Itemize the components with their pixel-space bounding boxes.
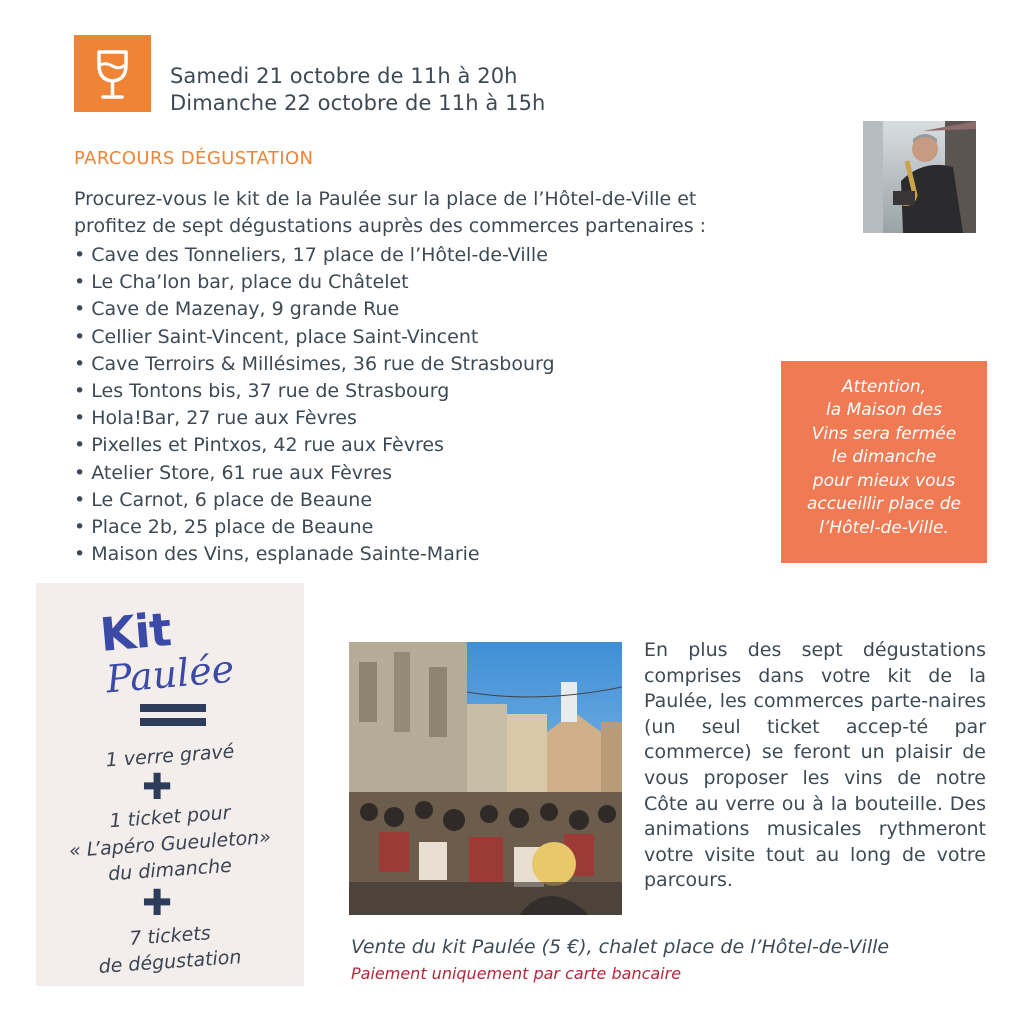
kit-item-ticket-line3: du dimanche [107, 854, 233, 886]
list-item: • Cave des Tonneliers, 17 place de l’Hôtel-de-Ville [74, 244, 548, 266]
list-item: • Hola!Bar, 27 rue aux Fèvres [74, 407, 357, 430]
attention-text: Attention, la Maison des Vins sera fermée le dimanche pour mieux vous accueillir place de l’Hôtel-de-Ville. [806, 376, 962, 538]
plus-icon: ✚ [142, 883, 173, 924]
festival-crowd-photo [349, 642, 622, 915]
saxophonist-photo [863, 121, 976, 233]
kit-item-ticket-line1: 1 ticket pour [108, 801, 232, 833]
kit-sale-info: Vente du kit Paulée (5 €), chalet place de l’Hôtel-de-Ville [351, 936, 890, 958]
list-item: • Cave Terroirs & Millésimes, 36 rue de Strasbourg [74, 352, 555, 375]
intro-line-1: Procurez-vous le kit de la Paulée sur la place de l’Hôtel-de-Ville et [74, 188, 697, 210]
stops-list [74, 242, 555, 568]
list-item: • Atelier Store, 61 rue aux Fèvres [74, 461, 393, 484]
date-sunday: Dimanche 22 octobre de 11h à 15h [170, 91, 546, 115]
kit-subtitle: Paulée [104, 646, 236, 702]
list-item: • Place 2b, 25 place de Beaune [74, 515, 374, 538]
kit-item-glass: 1 verre gravé [104, 740, 236, 772]
list-item: • Cave de Mazenay, 9 grande Rue [74, 298, 400, 321]
list-item: • Le Carnot, 6 place de Beaune [74, 488, 373, 511]
details-paragraph: En plus des sept dégustations comprises dans votre kit de la Paulée, les commerces parte-naires (un seul ticket accep-té par commerce) se feront un plaisir de vous proposer les vins de notre Côte au verre ou à la bouteille. Des animations musicales rythmeront votre visite tout au long de votre parcours. [644, 639, 986, 892]
attention-notice [781, 361, 987, 563]
list-item: • Le Cha’lon bar, place du Châtelet [74, 271, 409, 294]
plus-icon: ✚ [142, 767, 173, 808]
equals-icon [140, 718, 206, 726]
list-item: • Les Tontons bis, 37 rue de Strasbourg [74, 379, 450, 402]
list-item: • Pixelles et Pintxos, 42 rue aux Fèvres [74, 434, 444, 457]
kit-item-ticket-line2: « L’apéro Gueuleton» [68, 825, 272, 863]
wine-glass-icon [74, 35, 151, 112]
kit-item-tasting-line1: 7 tickets [128, 922, 212, 950]
intro-line-2: profitez de sept dégustations auprès des commerces partenaires : [74, 215, 707, 237]
kit-title: Kit [97, 602, 173, 662]
list-item: • Maison des Vins, esplanade Sainte-Marie [74, 543, 480, 566]
payment-info: Paiement uniquement par carte bancaire [351, 964, 682, 983]
list-item: • Cellier Saint-Vincent, place Saint-Vincent [74, 325, 479, 348]
equals-icon [140, 704, 206, 712]
kit-item-tasting-line2: de dégustation [97, 946, 243, 978]
section-title: PARCOURS DÉGUSTATION [74, 148, 314, 169]
date-saturday: Samedi 21 octobre de 11h à 20h [170, 64, 518, 88]
intro-text [74, 186, 804, 240]
